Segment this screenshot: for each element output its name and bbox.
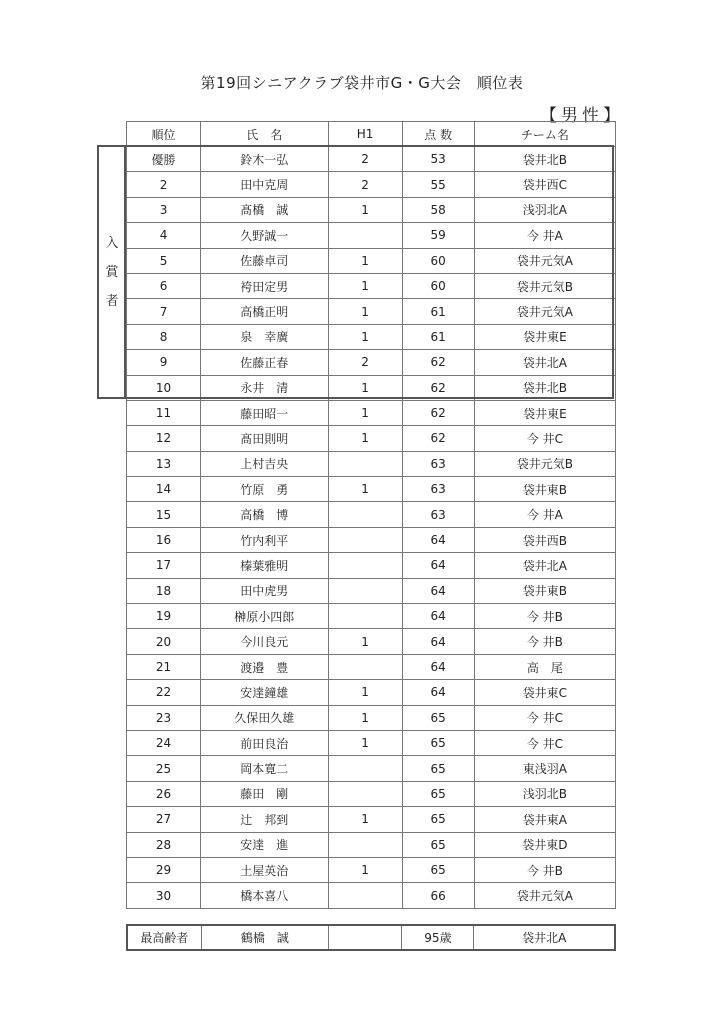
table-row [127, 807, 616, 832]
cell-score: 55 [402, 172, 474, 197]
cell-h1: 1 [328, 197, 402, 222]
table-header-row [127, 122, 616, 147]
cell-score: 64 [402, 629, 474, 654]
cell-name: 髙橋 誠 [201, 197, 328, 222]
cell-rank: 20 [127, 629, 201, 654]
oldest-h1 [328, 925, 402, 950]
cell-team: 袋井元気A [474, 248, 615, 273]
table-row [127, 578, 616, 603]
gender-label: 【男性】 [540, 106, 624, 126]
cell-name: 久保田久雄 [201, 705, 328, 730]
header-team: チーム名 [474, 122, 615, 147]
cell-score: 64 [402, 654, 474, 679]
cell-h1: 2 [328, 172, 402, 197]
cell-name: 藤田昭一 [201, 400, 328, 425]
cell-rank: 優勝 [127, 147, 201, 172]
cell-h1 [328, 451, 402, 476]
cell-score: 64 [402, 553, 474, 578]
oldest-label: 最高齢者 [127, 925, 201, 950]
cell-name: 安達 進 [201, 832, 328, 857]
winners-label-char: 入 [105, 236, 119, 251]
cell-name: 藤田 剛 [201, 781, 328, 806]
cell-h1: 1 [328, 730, 402, 755]
cell-score: 65 [402, 730, 474, 755]
cell-team: 今 井B [474, 629, 615, 654]
oldest-table [126, 924, 616, 951]
ranking-table [126, 121, 616, 909]
cell-score: 63 [402, 502, 474, 527]
cell-rank: 17 [127, 553, 201, 578]
cell-h1: 1 [328, 680, 402, 705]
cell-score: 53 [402, 147, 474, 172]
cell-team: 袋井西C [474, 172, 615, 197]
cell-score: 61 [402, 324, 474, 349]
cell-score: 60 [402, 273, 474, 298]
cell-team: 袋井東E [474, 400, 615, 425]
cell-score: 62 [402, 350, 474, 375]
cell-h1: 1 [328, 299, 402, 324]
cell-score: 64 [402, 604, 474, 629]
table-row [127, 147, 616, 172]
cell-h1 [328, 832, 402, 857]
winners-label-char: 賞 [105, 265, 119, 280]
cell-rank: 5 [127, 248, 201, 273]
cell-rank: 19 [127, 604, 201, 629]
cell-name: 竹原 勇 [201, 477, 328, 502]
cell-rank: 12 [127, 426, 201, 451]
cell-name: 岡本寛二 [201, 756, 328, 781]
cell-h1: 1 [328, 477, 402, 502]
cell-rank: 16 [127, 527, 201, 552]
cell-name: 上村吉央 [201, 451, 328, 476]
cell-rank: 4 [127, 223, 201, 248]
cell-h1 [328, 527, 402, 552]
table-row [127, 781, 616, 806]
header-h1: H1 [328, 122, 402, 147]
cell-team: 袋井東C [474, 680, 615, 705]
cell-h1: 1 [328, 248, 402, 273]
cell-name: 竹内利平 [201, 527, 328, 552]
cell-team: 袋井元気B [474, 451, 615, 476]
cell-name: 前田良治 [201, 730, 328, 755]
cell-score: 64 [402, 680, 474, 705]
cell-score: 65 [402, 756, 474, 781]
cell-team: 浅羽北B [474, 781, 615, 806]
cell-score: 65 [402, 807, 474, 832]
cell-h1: 1 [328, 375, 402, 400]
cell-score: 60 [402, 248, 474, 273]
cell-name: 辻 邦到 [201, 807, 328, 832]
table-row [127, 248, 616, 273]
table-row [127, 654, 616, 679]
cell-score: 65 [402, 781, 474, 806]
cell-name: 髙田則明 [201, 426, 328, 451]
cell-rank: 25 [127, 756, 201, 781]
cell-rank: 21 [127, 654, 201, 679]
cell-team: 袋井元気A [474, 883, 615, 908]
cell-h1: 1 [328, 807, 402, 832]
cell-rank: 11 [127, 400, 201, 425]
cell-name: 榛葉雅明 [201, 553, 328, 578]
cell-score: 65 [402, 857, 474, 882]
cell-rank: 6 [127, 273, 201, 298]
cell-score: 62 [402, 400, 474, 425]
oldest-name: 鶴橋 誠 [201, 925, 328, 950]
cell-score: 65 [402, 705, 474, 730]
cell-h1: 1 [328, 324, 402, 349]
table-row [127, 832, 616, 857]
table-row [127, 857, 616, 882]
table-row [127, 604, 616, 629]
table-row [127, 375, 616, 400]
cell-rank: 23 [127, 705, 201, 730]
cell-name: 久野誠一 [201, 223, 328, 248]
oldest-age: 95歳 [402, 925, 474, 950]
cell-team: 袋井東E [474, 324, 615, 349]
table-row [127, 730, 616, 755]
cell-score: 62 [402, 426, 474, 451]
cell-score: 64 [402, 578, 474, 603]
cell-team: 袋井元気A [474, 299, 615, 324]
cell-score: 58 [402, 197, 474, 222]
table-row [127, 629, 616, 654]
cell-team: 袋井北B [474, 147, 615, 172]
cell-team: 今 井A [474, 223, 615, 248]
cell-team: 高 尾 [474, 654, 615, 679]
cell-rank: 13 [127, 451, 201, 476]
cell-name: 佐藤卓司 [201, 248, 328, 273]
cell-rank: 27 [127, 807, 201, 832]
cell-team: 東浅羽A [474, 756, 615, 781]
cell-team: 袋井元気B [474, 273, 615, 298]
cell-team: 袋井北A [474, 553, 615, 578]
cell-h1: 2 [328, 350, 402, 375]
cell-name: 永井 清 [201, 375, 328, 400]
cell-name: 渡邉 豊 [201, 654, 328, 679]
cell-name: 佐藤正春 [201, 350, 328, 375]
cell-rank: 26 [127, 781, 201, 806]
table-row [127, 705, 616, 730]
table-row [127, 324, 616, 349]
cell-team: 袋井東A [474, 807, 615, 832]
table-row [127, 223, 616, 248]
table-row [127, 426, 616, 451]
cell-rank: 3 [127, 197, 201, 222]
cell-score: 62 [402, 375, 474, 400]
cell-rank: 24 [127, 730, 201, 755]
cell-score: 64 [402, 527, 474, 552]
cell-name: 袴田定男 [201, 273, 328, 298]
cell-rank: 2 [127, 172, 201, 197]
table-row [127, 756, 616, 781]
cell-name: 高橋正明 [201, 299, 328, 324]
cell-score: 65 [402, 832, 474, 857]
cell-rank: 29 [127, 857, 201, 882]
cell-name: 泉 幸廣 [201, 324, 328, 349]
cell-h1 [328, 502, 402, 527]
page-title: 第19回シニアクラブ袋井市G・G大会 順位表 [200, 74, 524, 92]
cell-team: 袋井東D [474, 832, 615, 857]
cell-team: 今 井C [474, 730, 615, 755]
cell-rank: 28 [127, 832, 201, 857]
winners-label-char: 者 [105, 294, 119, 309]
cell-team: 袋井北B [474, 375, 615, 400]
cell-h1: 1 [328, 705, 402, 730]
cell-rank: 18 [127, 578, 201, 603]
table-row [127, 553, 616, 578]
table-row [127, 350, 616, 375]
cell-h1: 1 [328, 400, 402, 425]
cell-h1 [328, 223, 402, 248]
cell-team: 袋井西B [474, 527, 615, 552]
cell-h1 [328, 578, 402, 603]
cell-h1: 1 [328, 857, 402, 882]
cell-h1 [328, 781, 402, 806]
cell-team: 今 井B [474, 604, 615, 629]
cell-team: 今 井B [474, 857, 615, 882]
oldest-row [127, 925, 615, 950]
cell-h1: 2 [328, 147, 402, 172]
cell-score: 63 [402, 477, 474, 502]
cell-name: 土屋英治 [201, 857, 328, 882]
cell-name: 田中虎男 [201, 578, 328, 603]
cell-h1 [328, 654, 402, 679]
cell-score: 66 [402, 883, 474, 908]
cell-score: 63 [402, 451, 474, 476]
cell-h1: 1 [328, 273, 402, 298]
table-row [127, 477, 616, 502]
cell-rank: 30 [127, 883, 201, 908]
cell-name: 高橋 博 [201, 502, 328, 527]
cell-team: 浅羽北A [474, 197, 615, 222]
table-row [127, 527, 616, 552]
header-score: 点 数 [402, 122, 474, 147]
cell-h1 [328, 883, 402, 908]
table-row [127, 172, 616, 197]
cell-rank: 15 [127, 502, 201, 527]
cell-rank: 9 [127, 350, 201, 375]
table-row [127, 883, 616, 908]
cell-score: 61 [402, 299, 474, 324]
table-row [127, 451, 616, 476]
cell-team: 今 井C [474, 426, 615, 451]
header-name: 氏 名 [201, 122, 328, 147]
cell-h1 [328, 604, 402, 629]
cell-team: 袋井東B [474, 578, 615, 603]
table-row [127, 273, 616, 298]
cell-name: 榊原小四郎 [201, 604, 328, 629]
cell-name: 鈴木一弘 [201, 147, 328, 172]
cell-h1 [328, 553, 402, 578]
cell-h1: 1 [328, 629, 402, 654]
table-row [127, 197, 616, 222]
cell-team: 袋井東B [474, 477, 615, 502]
oldest-team: 袋井北A [474, 925, 615, 950]
cell-team: 今 井A [474, 502, 615, 527]
table-row [127, 680, 616, 705]
ranking-body [127, 147, 616, 909]
cell-h1: 1 [328, 426, 402, 451]
table-row [127, 299, 616, 324]
cell-team: 袋井北A [474, 350, 615, 375]
cell-rank: 7 [127, 299, 201, 324]
cell-name: 安達鐘雄 [201, 680, 328, 705]
cell-h1 [328, 756, 402, 781]
cell-team: 今 井C [474, 705, 615, 730]
header-rank: 順位 [127, 122, 201, 147]
cell-rank: 22 [127, 680, 201, 705]
cell-rank: 14 [127, 477, 201, 502]
table-row [127, 400, 616, 425]
table-row [127, 502, 616, 527]
cell-name: 田中克周 [201, 172, 328, 197]
cell-rank: 10 [127, 375, 201, 400]
cell-score: 59 [402, 223, 474, 248]
cell-rank: 8 [127, 324, 201, 349]
cell-name: 今川良元 [201, 629, 328, 654]
winners-label [99, 232, 125, 309]
cell-name: 橋本喜八 [201, 883, 328, 908]
